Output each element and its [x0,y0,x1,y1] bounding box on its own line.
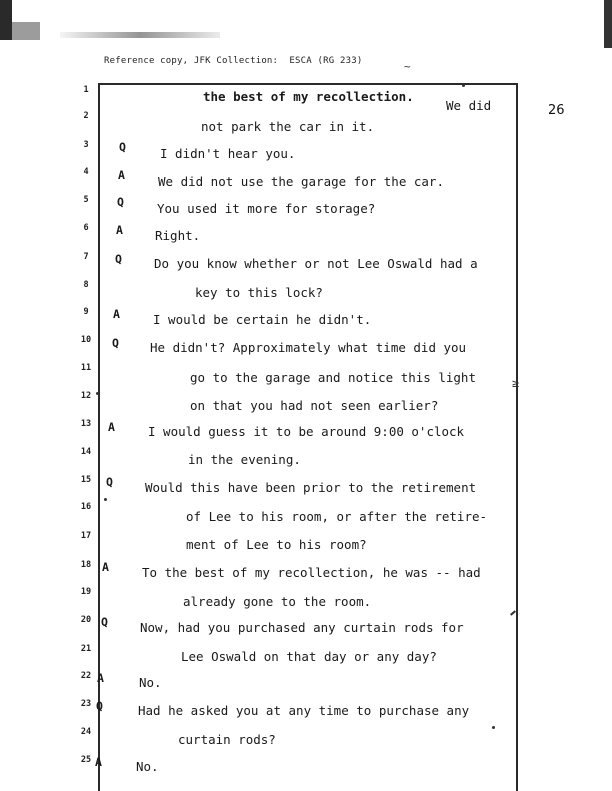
transcript-line: We did [446,98,492,113]
transcript-line: We did not use the garage for the car. [158,174,444,189]
transcript-line: ment of Lee to his room? [186,537,367,552]
line-number: 19 [80,587,92,597]
transcript-line: I didn't hear you. [160,146,296,161]
line-number: 20 [80,615,92,625]
transcript-line: Would this have been prior to the retirement [145,480,477,495]
page-border-top [98,83,518,85]
line-number: 23 [80,699,92,709]
transcript-line: To the best of my recollection, he was -- had [142,565,481,580]
speaker-marker: A [102,560,109,574]
line-number: 8 [83,280,89,290]
scan-speck [462,84,465,87]
line-number: 16 [80,502,92,512]
page-number: 26 [548,103,565,118]
speaker-marker: A [108,420,115,434]
speaker-marker: A [95,755,102,769]
line-number: 15 [80,475,92,485]
speaker-marker: Q [112,336,119,350]
transcript-line: Had he asked you at any time to purchase any [138,703,470,718]
speaker-marker: Q [96,699,103,713]
transcript-line: No. [139,675,162,690]
page-border-right [516,83,518,791]
line-number: 11 [80,363,92,373]
line-number: 7 [83,252,89,262]
transcript-line: I would be certain he didn't. [153,312,372,327]
line-number: 22 [80,671,92,681]
transcript-line: go to the garage and notice this light [190,370,476,385]
handwritten-mark: ~ [404,60,411,73]
speaker-marker: A [113,307,120,321]
line-number: 1 [83,85,89,95]
transcript-line: on that you had not seen earlier? [190,398,439,413]
transcript-line: Do you know whether or not Lee Oswald had a [154,256,478,271]
transcript-line: Now, had you purchased any curtain rods for [140,620,464,635]
transcript-line: I would guess it to be around 9:00 o'clock [148,424,465,439]
transcript-line: the best of my recollection. [203,89,414,104]
speaker-marker: Q [117,195,124,209]
speaker-marker: Q [119,140,126,154]
line-number: 12 [80,391,92,401]
line-number: 4 [83,167,89,177]
line-number: 13 [80,419,92,429]
line-number: 9 [83,307,89,317]
line-number: 25 [80,755,92,765]
line-number: 17 [80,531,92,541]
line-number: 14 [80,447,92,457]
scan-speck [492,726,495,729]
speaker-marker: A [97,671,104,685]
scan-speck [96,392,99,395]
line-number: 24 [80,727,92,737]
scan-smear [60,32,220,38]
line-number: 18 [80,560,92,570]
line-number: 2 [83,111,89,121]
line-number: 10 [80,335,92,345]
transcript-line: already gone to the room. [183,594,372,609]
line-number: 5 [83,195,89,205]
transcript-line: key to this lock? [195,285,323,300]
speaker-marker: Q [106,475,113,489]
transcript-line: No. [136,759,159,774]
line-number: 6 [83,223,89,233]
scan-blot [604,0,612,48]
transcript-line: Lee Oswald on that day or any day? [181,649,437,664]
transcript-line: curtain rods? [178,732,276,747]
scan-blot [12,22,40,40]
transcript-line: Right. [155,228,201,243]
scan-speck [104,498,107,501]
transcript-line: of Lee to his room, or after the retire- [186,509,488,524]
speaker-marker: Q [115,252,122,266]
transcript-line: in the evening. [188,452,301,467]
margin-mark: ≥ [512,376,520,390]
transcript-line: not park the car in it. [201,119,375,134]
speaker-marker: A [116,223,123,237]
reference-header: Reference copy, JFK Collection: ESCA (RG 233) [104,56,363,66]
transcript-line: You used it more for storage? [157,201,376,216]
line-number: 3 [83,140,89,150]
line-number: 21 [80,644,92,654]
speaker-marker: A [118,168,125,182]
transcript-line: He didn't? Approximately what time did you [150,340,467,355]
speaker-marker: Q [101,615,108,629]
scan-blot [0,0,12,40]
